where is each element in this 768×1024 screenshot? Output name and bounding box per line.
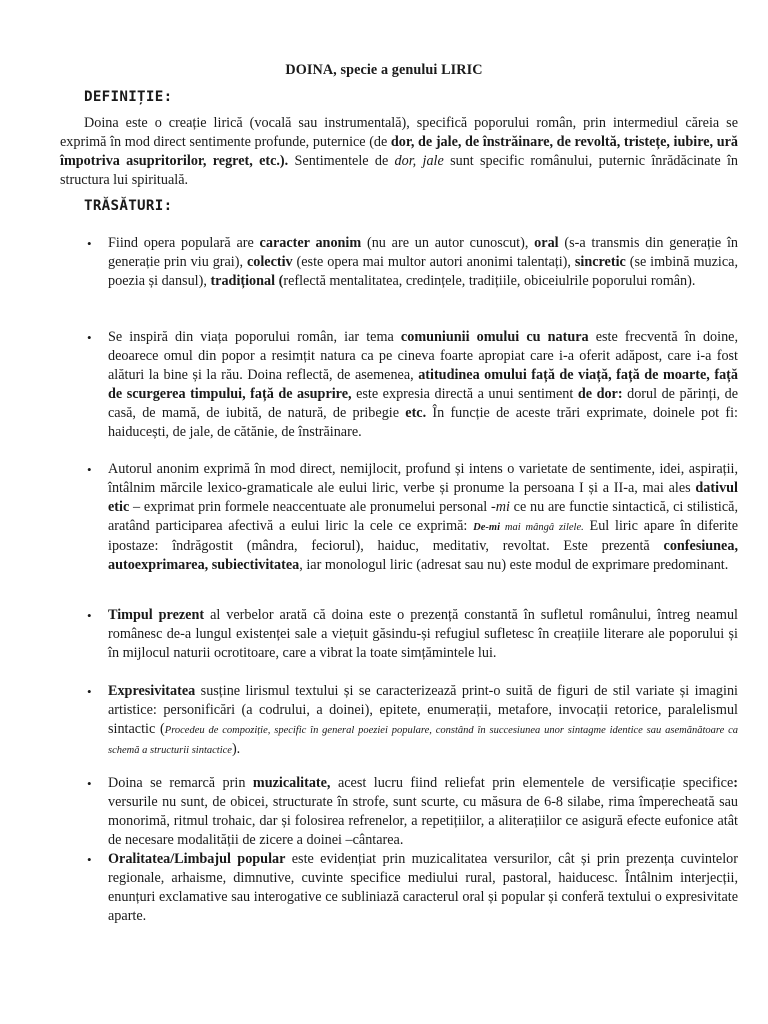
bullet-icon: •	[87, 236, 92, 251]
page-title: DOINA, specie a genului LIRIC	[285, 62, 483, 78]
bullet-icon: •	[87, 776, 92, 791]
list-item: Doina se remarcă prin muzicalitate, acest lucru fiind reliefat prin elementele de versificație specifice: versurile nu sunt, de obicei, structurate în strofe, sunt scurte, cu măsura de 6-8 silabe, rima împerecheată sau monorimă, ritmul trohaic, dar și folosirea refrenelor, a repetițiilor, a aliterațiilor ce asigură efecte eufonice atât de necesare modalității de zicere a doinei –cântarea.	[108, 775, 738, 848]
bullet-icon: •	[87, 684, 92, 699]
list-item: Timpul prezent al verbelor arată că doina este o prezență constantă în sufletul românului, întreg neamul românesc de-a lungul existenței sale a viețuit găsindu-și refugiul sufletesc în creațiile literare ale poporului și în mijlocul naturii ocrotitoare, care a vibrat la toate simțămintele lui.	[108, 607, 738, 661]
definitie-heading: DEFINIȚIE:	[84, 89, 173, 105]
trasaturi-heading: TRĂSĂTURI:	[84, 198, 173, 214]
list-item: Fiind opera populară are caracter anonim (nu are un autor cunoscut), oral (s-a transmis din generație în generație prin viu grai), colectiv (este opera mai multor autori anonimi talentați), sincretic (se imbină muzica, poezia și dansul), tradițional (reflectă mentalitatea, credințele, tradițiile, obiceiulrile poporului român).	[108, 235, 739, 289]
list-item: Autorul anonim exprimă în mod direct, nemijlocit, profund și intens o varietate de sentimente, idei, aspirații, întâlnim mărcile lexico-gramaticale ale eului liric, verbe și pronume la persoana I și a II-a, mai ales dativul etic – exprimat prin formele neaccentuate ale pronumelui personal -mi ce nu are functie sintactică, ci stilistică, aratând participarea afectivă a eului liric la cele ce exprimă: De-mi mai mângâ zilele. Eul liric apare în diferite ipostaze: îndrăgostit (mândra, feciorul), haiduc, meditativ, revoltat. Este prezentă confesiunea, autoexprimarea, subiectivitatea, iar monologul liric (adresat sau nu) este modul de exprimare predominant.	[108, 461, 738, 573]
bullet-icon: •	[87, 852, 92, 867]
bullet-icon: •	[87, 608, 92, 623]
list-item: Oralitatea/Limbajul popular este evidențiat prin muzicalitatea versurilor, cât și prin prezența cuvintelor regionale, arhaisme, dimnutive, cuvinte specifice mediului rural, pastoral, haiducesc. Întâlnim interjecții, enunțuri exclamative sau interogative ce subliniază caracterul oral și popular și conferă textului o expresivitate aparte.	[108, 851, 738, 924]
definitie-paragraph: Doina este o creație lirică (vocală sau instrumentală), specifică poporului român, prin intermediul căreia se exprimă în mod direct sentimente profunde, puternice (de dor, de jale, de înstrăinare, de revoltă, tristețe, iubire, ură împotriva asupritorilor, regret, etc.). Sentimentele de dor, jale sunt specific românului, puternic înrădăcinate în structura lui spirituală.	[60, 115, 738, 188]
list-item: Se inspiră din viața poporului român, iar tema comuniunii omului cu natura este frecventă în doine, deoarece omul din popor a resimțit natura ca pe cineva foarte apropiat care i-a oferit adăpost, care i-a fost alături la bine și la rău. Doina reflectă, de asemenea, atitudinea omului față de viață, față de moarte, față de scurgerea timpului, față de asuprire, este expresia directă a unui sentiment de dor: dorul de părinți, de casă, de mamă, de iubită, de natură, de pribegie etc. În funcție de aceste trări exprimate, doinele pot fi: haiducești, de jale, de cătănie, de înstrăinare.	[108, 329, 739, 440]
list-item: Expresivitatea susține lirismul textului și se caracterizează print-o suită de figuri de stil variate și imagini artistice: personificări (a codrului, a doinei), epitete, enumerații, metafore, invocații retorice, paralelismul sintactic (Procedeu de compoziție, specific în general poeziei populare, constând în succesiunea unor sintagme identice sau asemănătoare ca schemă a structurii sintactice).	[108, 683, 738, 757]
bullet-icon: •	[87, 330, 92, 345]
bullet-icon: •	[87, 462, 92, 477]
